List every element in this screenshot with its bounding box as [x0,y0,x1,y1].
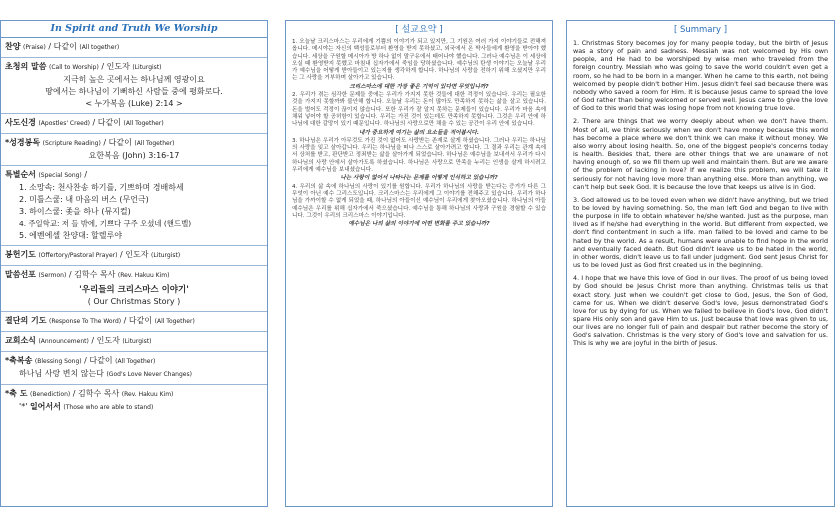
section-announcement: 교회소식 (Announcement) / 인도자 (Liturgist) [1,332,267,352]
list-item: 2. 미틀스쿨: 내 마음의 버스 (무언극) [19,195,149,204]
question: 내가 중요하게 여기는 삶의 요소들을 적어봅시다. [359,129,479,136]
item-title: 찬양 [5,42,21,51]
section-sermon: 말씀선포 (Sermon) / 김학수 목사 (Rev. Hakuu Kim) '우리들의 크리스마스 이야기' ( Our Christmas Story ) [1,266,267,312]
section-creed: 사도신경 (Apostles' Creed) / 다같이 (All Together) [1,114,267,134]
section-blessing: *축복송 (Blessing Song) / 다같이 (All Together) 하나님 사랑 변치 않는다 (God's Love Never Changes) [1,352,267,385]
list-item: 3. 하이스쿨: 좇을 하나 (뮤지컬) [19,207,131,216]
section-special-song: 특별순서 (Special Song) / 1. 소망속: 천사찬송 하기를, 기쁘하며 경배하세 2. 미틀스쿨: 내 마음의 버스 (무언극) 3. 하이스쿨: 좇을 하나 (뮤지컬) 4. 주일학교: 저 들 밖에, 기쁘다 구주 오셨네 (핸드벨) 5. 에벤에셀 찬양대: 할렐루야 [1,166,267,246]
sermon-title: '우리들의 크리스마스 이야기' [79,285,189,295]
section-benediction: *축 도 (Benediction) / 김학수 목사 (Rev. Hakuu Kim) '*' 일어서서 (Those who are able to stand) [5,389,174,411]
paragraph: 2. 우리가 겪는 심각한 문제들 중에는 우리가 가지지 못한 것들에 대한 걱정이 있습니다. 우리는 필요한 것을 가지지 못할까봐 불안해 합니다. 오늘날 우리는 돈이 많아도 만족하지 못하는 삶을 살고 있습니다. 돈을 벌어도 걱정이 끊이지 않습니다. 또한 우리가 잘 알지 못하는 문제들이 있습니다. 우리가 마음 속에 채워 넣어야 할 공허함이 있습니다. 우리는 가진 것이 있는데도 만족하지 못합니다. 그것은 우리 안에 하나님에 대한 갈망이 있기 때문입니다. 하나님의 사랑으로만 채울 수 있는 공간이 우리 안에 있습니다. [292,92,546,128]
paragraph: 4. 우리의 삶 속에 하나님의 사랑이 있기를 원합니다. 우리가 하나님의 사랑을 받는다는 증거가 다른 그 무엇이 아닌 예수 그리스도입니다. 크리스마스는 우리에게 그 이야기를 전해주고 있습니다. 우리가 하나님을 가까이할 수 없게 되었을 때, 하나님의 아들이신 예수님이 우리에게 찾아오셨습니다. 하나님의 아들 예수님은 우리를 위해 십자가에서 죽으셨습니다. 예수님을 통해 하나님의 사랑과 구원을 경험할 수 있습니다. 그것이 우리의 크리스마스 이야기입니다. [292,183,546,219]
paragraph: 2. There are things that we worry deeply about when we don't have them. Most of all, we think seriously when we don't have money because this world has become a place where we don't think we can make it without money. We also worry about losing health. So, one of the biggest people's concerns today is health. Besides that, there are other things that we are unaware of not having enough of, so we fill them up well and maintain them. But are we aware of the problem of lacking in love? If we realize this problem, we will take it seriously for not having love more than anything else. More than anything, we can't help but seek God. It is because the love that keeps us alive is in God. [573,117,828,191]
list-item: 5. 에벤에셀 찬양대: 할렐루야 [19,231,122,240]
korean-summary-body [286,37,552,231]
list-item: 4. 주일학교: 저 들 밖에, 기쁘다 구주 오셨네 (핸드벨) [19,219,192,228]
question: 예수님은 나의 삶의 이야기에 어떤 변화를 주고 있습니까? [348,221,490,228]
worship-header: In Spirit and Truth We Worship [1,21,267,38]
list-item: 1. 소망속: 천사찬송 하기를, 기쁘하며 경배하세 [19,183,184,192]
order-of-worship-panel [0,20,268,507]
section-offering: 봉헌기도 (Offertory/Pastoral Prayer) / 인도자 (Liturgist) [1,246,267,266]
section-praise: 찬양 (Praise) / 다같이 (All together) [1,38,267,58]
section-scripture: *성경봉독 (Scripture Reading) / 다같이 (All Together) 요한복음 (John) 3:16-17 [1,134,267,166]
english-summary-title: [ Summary ] [673,25,728,35]
question: 크리스마스에 대한 가장 좋은 기억이 있다면 무엇입니까? [349,83,489,90]
section-response: 결단의 기도 (Response To The Word) / 다같이 (All Together) [1,312,267,332]
paragraph: 3. 하나님은 우리가 아무것도 가진 것이 없어도 사랑받는 존재로 살게 하셨습니다. 그러나 우리는 하나님의 사랑을 잊고 살아갑니다. 우리는 하나님을 떠나 스스로 살아가려고 합니다. 그 결과 우리는 관계 속에서 상처를 받고, 판단받고 정죄받는 삶을 살아가게 되었습니다. 하나님은 예수님을 보내셔서 우리가 다시 하나님의 사랑 안에서 살아가도록 하셨습니다. 하나님은 사랑으로 만족을 누리는 인생을 살게 하시려고 우리에게 예수님을 보내셨습니다. [292,137,546,174]
sermon-title-en: ( Our Christmas Story ) [87,297,181,306]
korean-summary-panel [285,20,553,507]
paragraph: 3. God allowed us to be loved even when we didn't have anything, but we tried to be loved by having something. So, the man left God and began to live with the purpose in life to obtain whatever he/she wanted. Just as the purpose, man lived as if he/she had everything in the world. But different from expected, we don't find contentment in such a life. man failed to be loved and came to be hated by the world. As a result, humans were unable to find hope in the world and eventually faced death. But God didn't leave us to be hated in the world, in other words, didn't leave us to fall under judgment. God sent Jesus Christ for us to be loved Just as God first created us in the beginning. [573,195,828,270]
english-summary-panel [566,20,835,507]
english-summary-body [567,37,834,355]
paragraph: 4. I hope that we have this love of God in our lives. The proof of us being loved by God should be Jesus Christ more than anything. Christmas tells us that exact story. Just when we couldn't get close to God, Jesus, the Son of God, came for us. When we didn't deserve God's love, Jesus demonstrated God's love for us by dying for us. When we failed to believe in God's love, God didn't spare His only son and gave Him to us. Just because that love was given to us, our lives are no longer full of pain and despair but rather become the story of God's salvation. Christmas is the very story of God's love and salvation for us. This is why we are joyful in the birth of Jesus. [573,274,828,348]
paragraph: 1. Christmas Story becomes joy for many people today, but the birth of Jesus was a story of pain and sadness. Messiah was not welcomed by His own people, and He had to be worshiped by wise men who traveled from the foreign country. Messiah who was going to save the world couldn't even get a room, so he had to be born in a manger. When he came to this earth, not being welcomed by people didn't bother Him. Jesus didn't feel sad because there was nobody who saved a room for Him. It is because Jesus came to spread the love of God rather than being welcomed or served well. Jesus came to give the love of God to this world that was losing hope from not knowing true love. [573,39,828,113]
paragraph: 1. 오늘날 크리스마스는 우리에게 기쁨의 이야기가 되고 있지만, 그 기원은 여러 가지 이야기들로 전해져 옵니다. 메시야는 자신의 백성들로부터 환영을 받지 못하셨고, 외국에서 온 박사들에게 환영을 받아야 했습니다. 세상을 구원할 메시아가 방 하나 없이 말구유에서 태어나야 했습니다. 그러나 예수님은 이 세상에 오실 때 환영받지 못했고 마침내 십자가에서 죽임을 당하셨습니다. 예수님의 탄생 이야기는 오늘날 우리가 예수님을 어떻게 받아들이고 있는지를 생각하게 합니다. 하나님의 사랑을 전하기 위해 오셨지만 우리는 그 사랑을 거부하며 살아가고 있습니다. [292,39,546,82]
question: 나는 사랑이 없어서 나타나는 문제를 어떻게 인식하고 있습니까? [340,175,498,182]
korean-summary-title: [ 설교요약 ] [395,25,443,35]
section-call-to-worship: 초청의 말씀 (Call to Worship) / 인도자 (Liturgist) 지극히 높은 곳에서는 하나님께 영광이요 땅에서는 하나님이 기뻐하신 사람들 중에 평화로다. < 누가복음 (Luke) 2:14 > [1,58,267,114]
